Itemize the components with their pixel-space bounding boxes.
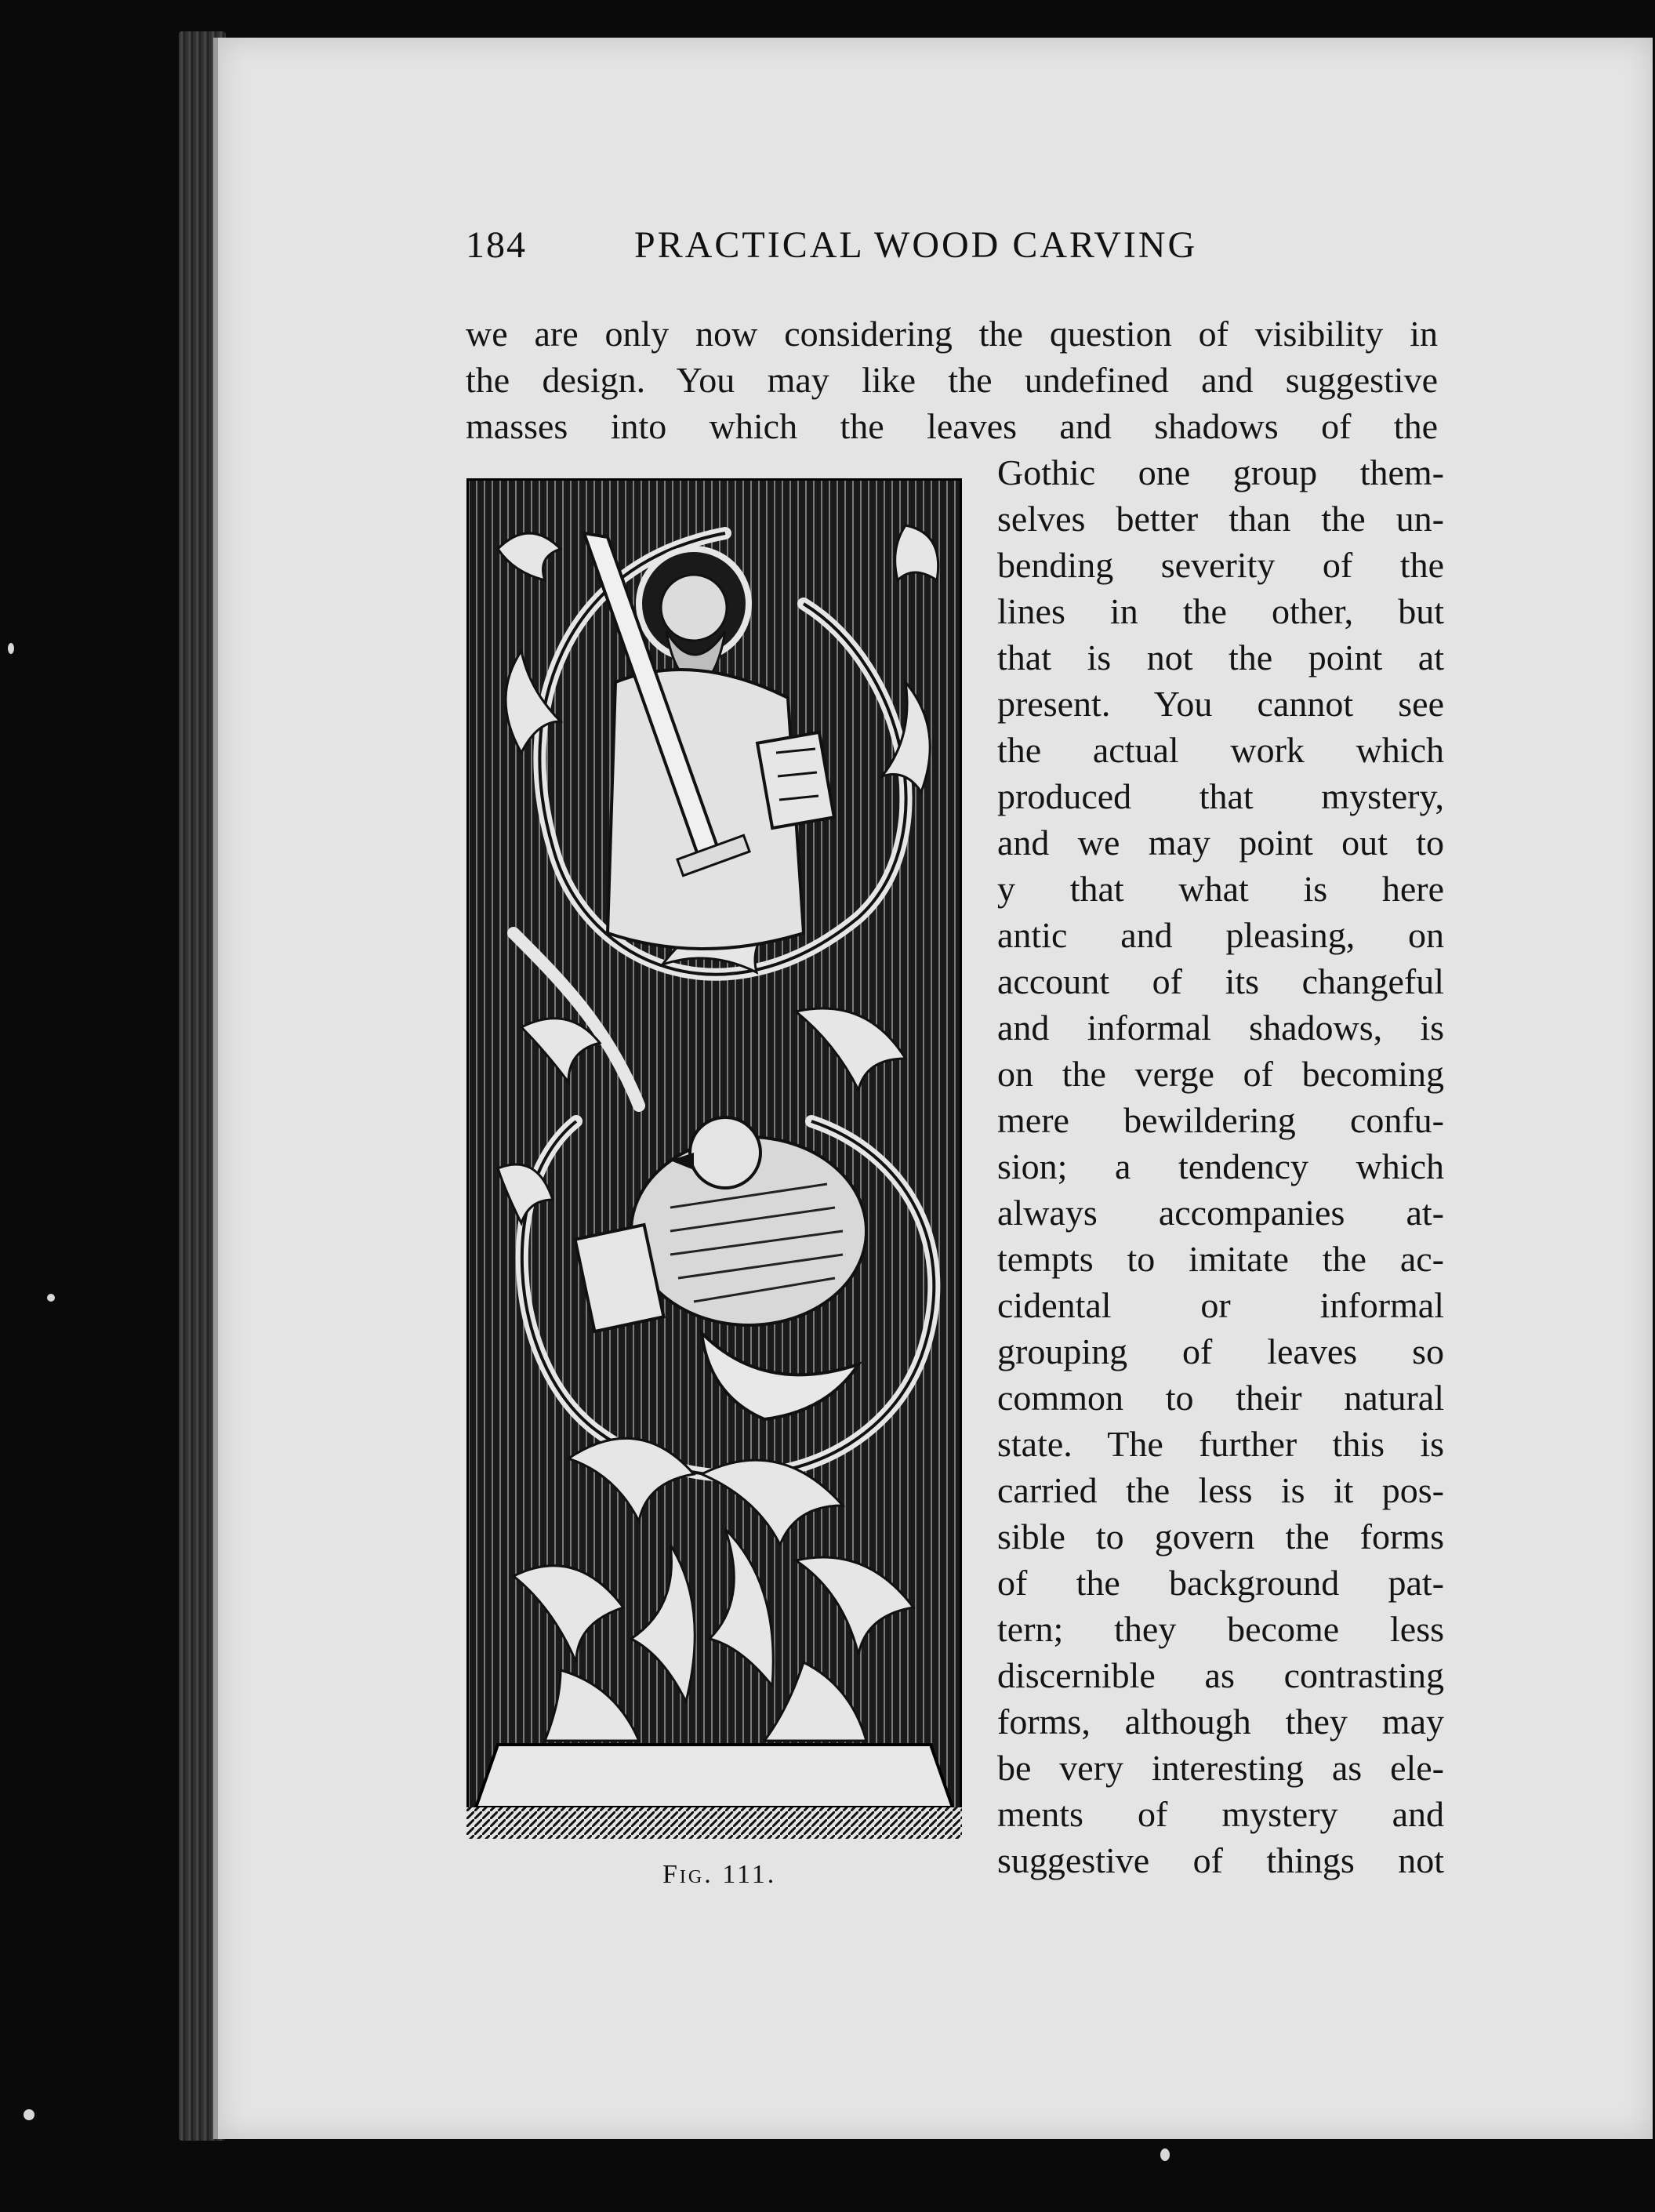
running-head [466, 223, 1273, 271]
scan-speck [1160, 2148, 1170, 2161]
text-line: the actual work which [997, 730, 1444, 770]
text-line: be very interesting as ele- [997, 1748, 1444, 1788]
figure-caption: Fig. 111. [662, 1860, 777, 1889]
text-line: present. You cannot see [997, 684, 1444, 724]
text-line: lines in the other, but [997, 591, 1444, 631]
text-line: produced that mystery, [997, 776, 1444, 816]
text-line: cidental or informal [997, 1285, 1444, 1325]
text-line: account of its changeful [997, 961, 1444, 1001]
scan-speck [47, 1294, 55, 1302]
text-line: discernible as contrasting [997, 1655, 1444, 1695]
text-line: ments of mystery and [997, 1794, 1444, 1834]
text-line: grouping of leaves so [997, 1331, 1444, 1371]
wood-carving-illustration [466, 478, 962, 1839]
text-line: mere bewildering confu- [997, 1100, 1444, 1140]
text-line: of the background pat- [997, 1563, 1444, 1603]
text-line: and we may point out to [997, 823, 1444, 863]
text-line: suggestive of things not [997, 1840, 1444, 1880]
text-line: carried the less is it pos- [997, 1470, 1444, 1510]
text-line: the design. You may like the undefined and suggestive [466, 360, 1438, 400]
scan-speck [8, 643, 14, 654]
text-line: always accompanies at- [997, 1193, 1444, 1233]
page-title: PRACTICAL WOOD CARVING [634, 224, 1198, 266]
page-number: 184 [466, 224, 527, 266]
text-line: common to their natural [997, 1378, 1444, 1418]
text-line: tempts to imitate the ac- [997, 1239, 1444, 1279]
text-line: masses into which the leaves and shadows of the [466, 406, 1438, 446]
text-line: on the verge of becoming [997, 1054, 1444, 1094]
text-line: state. The further this is [997, 1424, 1444, 1464]
text-line: forms, although they may [997, 1702, 1444, 1742]
text-line: sion; a tendency which [997, 1146, 1444, 1186]
text-line: bending severity of the [997, 545, 1444, 585]
text-line: sible to govern the forms [997, 1516, 1444, 1556]
text-line: tern; they become less [997, 1609, 1444, 1649]
text-line: that is not the point at [997, 637, 1444, 677]
text-line: selves better than the un- [997, 499, 1444, 539]
text-line: we are only now considering the question of visibility in [466, 314, 1438, 354]
text-line: Gothic one group them- [997, 452, 1444, 492]
text-line: and informal shadows, is [997, 1008, 1444, 1048]
text-line: y that what is here [997, 869, 1444, 909]
scan-speck [24, 2109, 34, 2120]
text-line: antic and pleasing, on [997, 915, 1444, 955]
